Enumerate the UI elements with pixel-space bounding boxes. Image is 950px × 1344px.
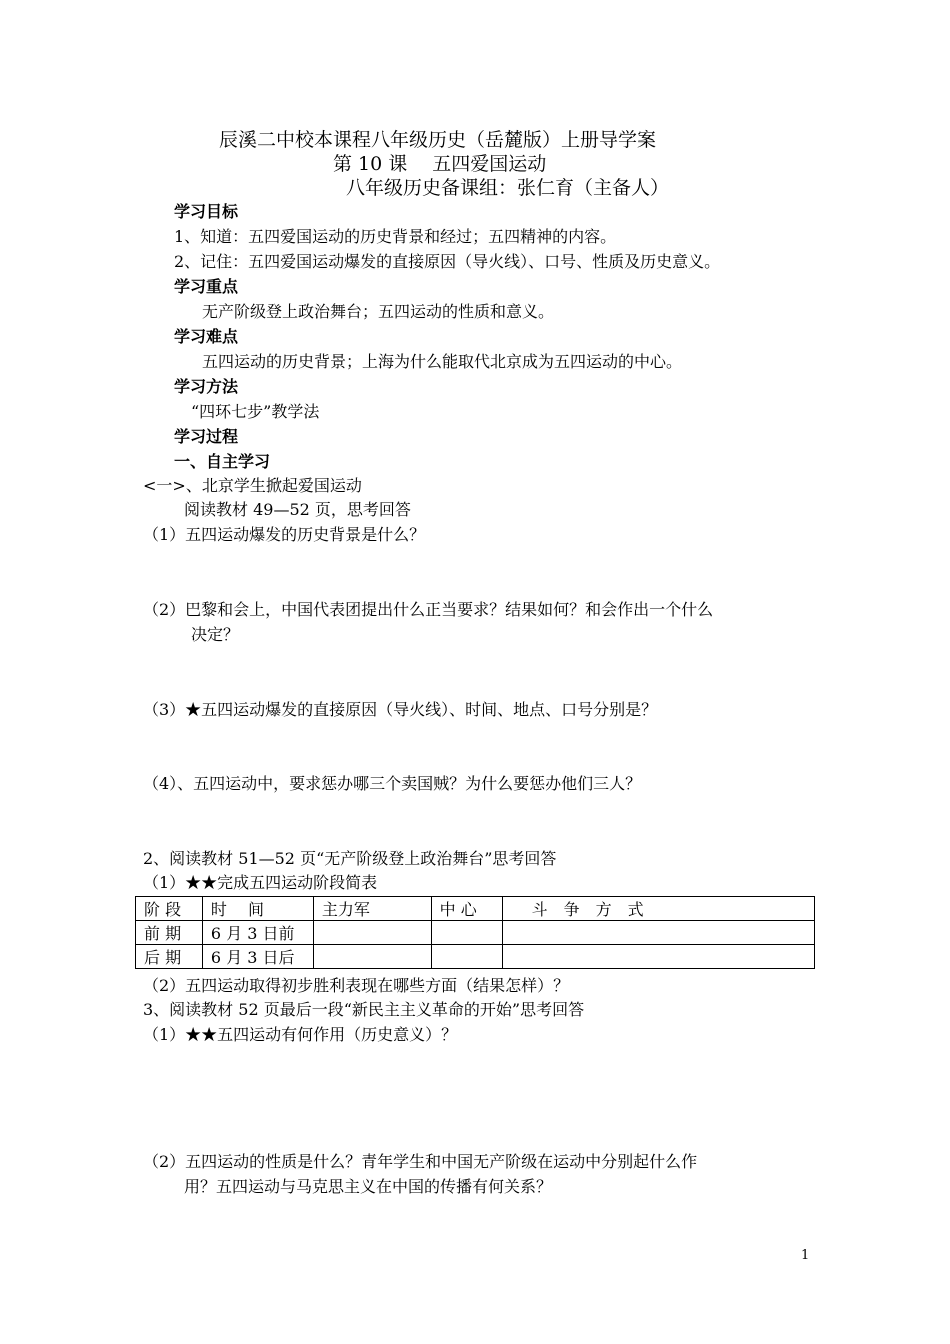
part1-question-2: （2）巴黎和会上，中国代表团提出什么正当要求？结果如何？和会作出一个什么 [143, 600, 714, 619]
table-cell: 后 期 [136, 945, 203, 969]
table-cell: 前 期 [136, 921, 203, 945]
author-line: 八年级历史备课组：张仁育（主备人） [346, 177, 670, 199]
table-header-cell: 时 间 [202, 897, 313, 921]
self-study-heading: 一、自主学习 [174, 452, 271, 471]
table-header-cell: 阶 段 [136, 897, 203, 921]
table-cell [431, 945, 502, 969]
part3-question-2-cont: 用？五四运动与马克思主义在中国的传播有何关系？ [184, 1177, 553, 1196]
part1-instruction: 阅读教材 49—52 页，思考回答 [184, 500, 411, 519]
table-row [136, 945, 815, 969]
difficulties-text: 五四运动的历史背景；上海为什么能取代北京成为五四运动的中心。 [202, 352, 683, 371]
part2-heading: 2、阅读教材 51—52 页“无产阶级登上政治舞台”思考回答 [143, 849, 557, 868]
document-title: 辰溪二中校本课程八年级历史（岳麓版）上册导学案 [219, 129, 657, 151]
part3-question-1: （1）★★五四运动有何作用（历史意义）？ [143, 1025, 458, 1044]
part2-question-2: （2）五四运动取得初步胜利表现在哪些方面（结果怎样）？ [143, 976, 570, 995]
page-number: 1 [801, 1248, 810, 1263]
table-cell [431, 921, 502, 945]
part3-heading: 3、阅读教材 52 页最后一段“新民主主义革命的开始”思考回答 [143, 1000, 585, 1019]
part1-question-2-cont: 决定？ [191, 625, 240, 644]
table-header-row [136, 897, 815, 921]
part1-question-3: （3）★五四运动爆发的直接原因（导火线）、时间、地点、口号分别是？ [143, 700, 658, 719]
difficulties-heading: 学习难点 [174, 327, 239, 346]
key-points-text: 无产阶级登上政治舞台；五四运动的性质和意义。 [202, 302, 555, 321]
table-cell [502, 945, 814, 969]
goal-item-1: 1、知道：五四爱国运动的历史背景和经过；五四精神的内容。 [174, 227, 617, 246]
part3-question-2: （2）五四运动的性质是什么？青年学生和中国无产阶级在运动中分别起什么作 [143, 1152, 698, 1171]
table-header-cell: 斗 争 方 式 [502, 897, 814, 921]
part1-heading: <一>、北京学生掀起爱国运动 [143, 476, 362, 495]
stage-table [135, 896, 815, 969]
goals-heading: 学习目标 [174, 202, 239, 221]
table-cell [313, 945, 431, 969]
table-cell [313, 921, 431, 945]
table-cell [502, 921, 814, 945]
process-heading: 学习过程 [174, 427, 239, 446]
lesson-title: 第 10 课 五四爱国运动 [333, 153, 547, 175]
method-heading: 学习方法 [174, 377, 239, 396]
table-header-cell: 中 心 [431, 897, 502, 921]
goal-item-2: 2、记住：五四爱国运动爆发的直接原因（导火线）、口号、性质及历史意义。 [174, 252, 721, 271]
table-row [136, 921, 815, 945]
table-cell: 6 月 3 日前 [202, 921, 313, 945]
part1-question-4: （4）、五四运动中，要求惩办哪三个卖国贼？为什么要惩办他们三人？ [143, 774, 642, 793]
method-text: “四环七步”教学法 [191, 402, 320, 421]
part2-question-1: （1）★★完成五四运动阶段简表 [143, 873, 378, 892]
part1-question-1: （1）五四运动爆发的历史背景是什么？ [143, 525, 426, 544]
table-cell: 6 月 3 日后 [202, 945, 313, 969]
key-points-heading: 学习重点 [174, 277, 239, 296]
table-header-cell: 主力军 [313, 897, 431, 921]
